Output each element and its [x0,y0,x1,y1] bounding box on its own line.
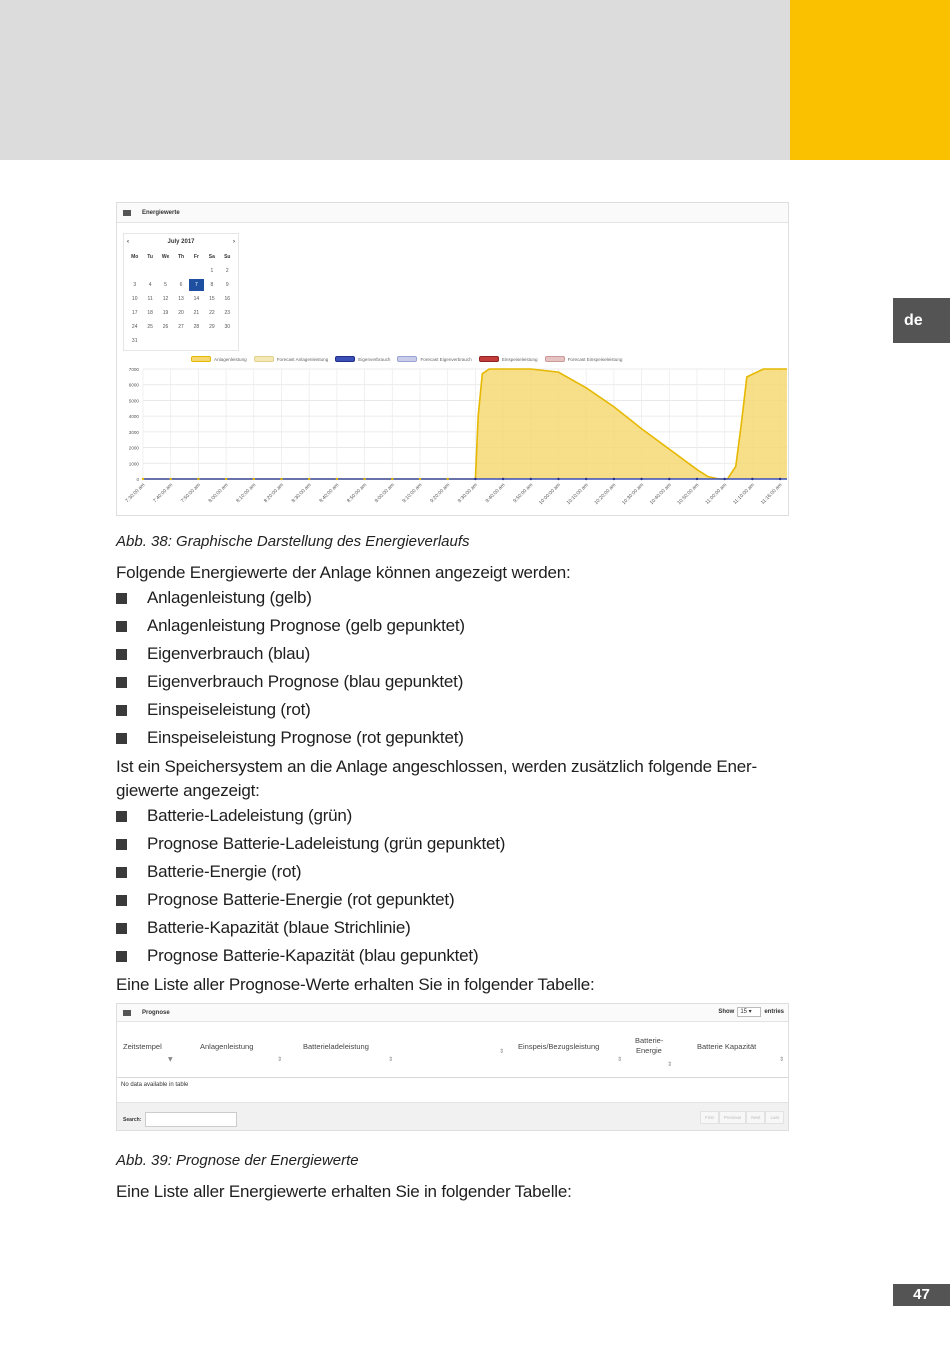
data-point [446,478,448,480]
entries-selector: Show 15 ▾ entries [718,1009,784,1015]
calendar-day[interactable]: 24 [131,324,138,330]
y-tick-label: 3000 [128,429,139,435]
page-number: 47 [893,1284,950,1306]
x-tick-label: 8:30:00 am [290,482,313,505]
bullet-square-icon [116,923,127,934]
legend-item[interactable] [335,356,390,362]
bullet-square-icon [116,895,127,906]
legend-swatch [254,356,274,362]
sort-icon[interactable]: ⇕ [617,1056,623,1063]
calendar-day[interactable]: 22 [209,310,215,316]
x-tick-label: 8:10:00 am [235,482,258,505]
series-area-anlagenleistung [143,369,787,479]
calendar-day[interactable]: 3 [133,282,137,288]
column-header-batterie-energie[interactable]: Batterie- [635,1036,664,1045]
bullet-square-icon [116,733,127,744]
sort-icon[interactable]: ⇕ [499,1048,505,1055]
bullet-square-icon [116,677,127,688]
x-tick-label: 8:40:00 am [318,482,341,505]
list-item: Prognose Batterie-Energie (rot gepunktet) [116,888,454,912]
intro-paragraph-4: Eine Liste aller Energiewerte erhalten Sie in folgender Tabelle: [116,1182,572,1201]
calendar-day[interactable]: 8 [210,282,214,288]
data-point [502,478,504,480]
list-item: Anlagenleistung (gelb) [116,586,312,610]
data-point [640,478,642,480]
calendar-day[interactable]: 12 [162,296,169,302]
data-point [723,478,725,480]
calendar-day[interactable]: 11 [147,296,153,302]
bullet-square-icon [116,593,127,604]
panel-icon [123,210,131,216]
x-tick-label: 10:50:00 am [676,482,701,507]
x-tick-label: 9:50:00 am [512,482,535,505]
x-tick-label: 10:40:00 am [648,482,673,507]
x-tick-label: 7:30:00 am [124,482,147,505]
calendar-day[interactable]: 10 [131,296,138,302]
calendar-day[interactable]: 14 [193,296,200,302]
calendar-day[interactable]: 2 [225,268,229,274]
calendar-day[interactable]: 13 [178,296,184,302]
calendar-day[interactable]: 30 [224,324,231,330]
search-input[interactable] [145,1112,237,1127]
empty-table-message: No data available in table [121,1082,189,1088]
data-point [169,478,171,480]
calendar-day[interactable]: 4 [148,282,152,288]
language-tab: de [893,298,950,343]
list-item: Batterie-Kapazität (blaue Strichlinie) [116,916,411,940]
column-header-anlagenleistung[interactable]: Anlagenleistung [200,1042,254,1051]
calendar-day[interactable]: 7 [189,279,204,291]
pager-next-button[interactable]: Next [746,1111,765,1124]
data-point [253,478,255,480]
legend-swatch [335,356,355,362]
calendar-day[interactable]: 28 [193,324,200,330]
widget-title: Energiewerte [142,209,180,216]
weekday-label: Su [224,254,231,260]
prev-month-icon[interactable]: ‹ [127,239,129,245]
x-tick-label: 10:00:00 am [537,482,562,507]
data-point [142,478,144,480]
next-month-icon[interactable]: › [233,239,235,245]
calendar-day[interactable]: 1 [210,268,214,274]
data-point [696,478,698,480]
data-point [779,478,781,480]
weekday-label: Tu [147,254,153,260]
x-tick-label: 8:00:00 am [207,482,230,505]
x-tick-label: 11:10:00 am [732,482,756,506]
weekday-label: We [161,254,170,260]
x-tick-label: 11:16:00 am [759,482,784,506]
calendar-day[interactable]: 5 [164,282,167,288]
x-tick-label: 10:10:00 am [565,482,590,507]
x-tick-label: 9:00:00 am [373,482,396,505]
data-point [280,478,282,480]
y-tick-label: 6000 [128,382,139,388]
calendar-blank [142,265,157,277]
data-point [308,478,310,480]
widget-header [117,203,788,223]
pager-previous-button[interactable]: Previous [719,1111,747,1124]
search-control: Search: [123,1112,237,1127]
bullet-square-icon [116,621,127,632]
x-tick-label: 10:30:00 am [621,482,645,507]
data-point [363,478,365,480]
bullet-square-icon [116,867,127,878]
data-point [668,478,670,480]
sort-icon[interactable]: ⇕ [388,1056,394,1063]
weekday-label: Th [177,254,185,260]
panel-icon [123,1010,131,1016]
calendar-month: July 2017 [167,239,195,245]
figure-caption-38: Abb. 38: Graphische Darstellung des Energieverlaufs [116,533,470,550]
header-band [0,0,790,160]
data-point [197,478,199,480]
calendar-day[interactable]: 16 [224,296,231,302]
legend-item[interactable] [479,356,538,362]
x-tick-label: 7:40:00 am [152,482,175,505]
chart-legend [191,355,629,363]
weekday-label: Mo [131,254,139,260]
data-point [336,478,338,480]
legend-item[interactable] [545,356,623,362]
column-header-batterie-kapazitaet[interactable]: Batterie Kapazität [697,1042,757,1051]
legend-swatch [191,356,211,362]
y-tick-label: 0 [136,477,139,482]
header-accent-block [790,0,950,160]
weekday-label: Fr [193,254,199,260]
intro-paragraph-2-line1: Ist ein Speichersystem an die Anlage angeschlossen, werden zusätzlich folgende Ener- [116,757,757,776]
bullet-square-icon [116,649,127,660]
data-point [751,478,753,480]
legend-item[interactable] [254,356,329,362]
legend-label: Anlagenleistung [214,356,247,362]
data-point [613,478,615,480]
list-item: Prognose Batterie-Ladeleistung (grün gepunktet) [116,832,505,856]
intro-paragraph-2-line2: giewerte angezeigt: [116,781,260,800]
prognose-table-screenshot [116,1003,789,1131]
sort-desc-icon[interactable]: ▼ [168,1056,173,1063]
bullet-square-icon [116,951,127,962]
calendar-blank [173,265,188,277]
x-tick-label: 9:20:00 am [429,482,452,505]
energy-widget-screenshot [116,202,789,516]
column-header-einspeis-bezugsleistung[interactable]: Einspeis/Bezugsleistung [518,1042,600,1051]
legend-swatch [545,356,565,362]
list-item: Einspeiseleistung Prognose (rot gepunktet) [116,726,464,750]
calendar-day[interactable]: 18 [147,310,153,316]
legend-label: Einspeiseleistung [501,356,538,362]
legend-swatch [479,356,499,362]
list-item: Prognose Batterie-Kapazität (blau gepunktet) [116,944,478,968]
bullet-square-icon [116,839,127,850]
data-point [557,478,559,480]
list-item: Batterie-Energie (rot) [116,860,301,884]
x-tick-label: 7:50:00 am [179,482,202,505]
calendar-blank [127,265,142,277]
x-tick-label: 9:10:00 am [401,482,424,505]
pagination [700,1111,784,1124]
x-tick-label: 11:00:00 am [704,482,729,506]
calendar-day[interactable]: 31 [131,338,138,344]
intro-paragraph-1: Folgende Energiewerte der Anlage können angezeigt werden: [116,563,571,582]
list-item: Eigenverbrauch (blau) [116,642,310,666]
bullet-square-icon [116,811,127,822]
legend-label: Eigenverbrauch [358,356,391,362]
x-tick-label: 8:50:00 am [346,482,369,505]
calendar-day[interactable]: 23 [224,310,231,316]
legend-item[interactable] [191,356,247,362]
figure-caption-39: Abb. 39: Prognose der Energiewerte [116,1152,359,1169]
x-tick-label: 9:30:00 am [456,482,479,505]
energy-chart [117,363,789,516]
y-tick-label: 1000 [128,461,139,467]
legend-label: Forecast Anlagenleistung [276,356,329,362]
x-tick-label: 10:20:00 am [593,482,618,507]
bullet-square-icon [116,705,127,716]
data-point [530,478,532,480]
intro-paragraph-3: Eine Liste aller Prognose-Werte erhalten Sie in folgender Tabelle: [116,975,595,994]
calendar-grid [127,251,235,347]
series-line-anlagenleistung [143,369,787,479]
calendar-day[interactable]: 29 [209,324,215,330]
calendar-blank [189,265,204,277]
column-header-batterieladeleistung[interactable]: Batterieladeleistung [303,1042,369,1051]
calendar-day[interactable]: 25 [147,324,153,330]
list-item: Anlagenleistung Prognose (gelb gepunktet) [116,614,465,638]
calendar-blank [158,265,173,277]
legend-label: Forecast Einspeiseleistung [567,356,623,362]
data-point [391,478,393,480]
calendar-day[interactable]: 26 [162,324,169,330]
column-header-zeitstempel[interactable]: Zeitstempel [123,1042,162,1051]
sort-icon[interactable]: ⇕ [779,1056,785,1063]
table-footer [117,1102,788,1131]
pager-first-button[interactable]: First [700,1111,719,1124]
legend-label: Forecast Eigenverbrauch [420,356,472,362]
y-tick-label: 5000 [128,398,139,404]
calendar-day[interactable]: 17 [131,310,138,316]
y-tick-label: 7000 [128,367,139,372]
data-point [419,478,421,480]
calendar-day[interactable]: 20 [178,310,184,316]
calendar-day[interactable]: 27 [178,324,184,330]
table-column-headers [117,1026,788,1078]
x-tick-label: 9:40:00 am [484,482,507,505]
y-tick-label: 4000 [128,414,139,420]
legend-swatch [397,356,417,362]
table-title: Prognose [142,1009,170,1016]
sort-icon[interactable]: ⇕ [667,1061,673,1068]
calendar-day[interactable]: 6 [179,282,183,288]
sort-icon[interactable]: ⇕ [277,1056,283,1063]
list-item: Batterie-Ladeleistung (grün) [116,804,352,828]
legend-item[interactable] [397,356,471,362]
calendar-day[interactable]: 15 [209,296,215,302]
entries-select[interactable]: 15 ▾ [737,1007,761,1017]
weekday-label: Sa [208,254,215,260]
data-point [474,478,476,480]
list-item: Einspeiseleistung (rot) [116,698,311,722]
column-header-batterie-energie-line2[interactable]: Energie [636,1046,662,1055]
date-picker [123,233,239,351]
table-header-bar [117,1004,788,1022]
calendar-day[interactable]: 21 [193,310,200,316]
list-item: Eigenverbrauch Prognose (blau gepunktet) [116,670,463,694]
data-point [585,478,587,480]
x-tick-label: 8:20:00 am [262,482,285,505]
calendar-day[interactable]: 19 [162,310,169,316]
calendar-day[interactable]: 9 [225,282,229,288]
pager-last-button[interactable]: Last [765,1111,784,1124]
y-tick-label: 2000 [128,445,139,451]
data-point [225,478,227,480]
